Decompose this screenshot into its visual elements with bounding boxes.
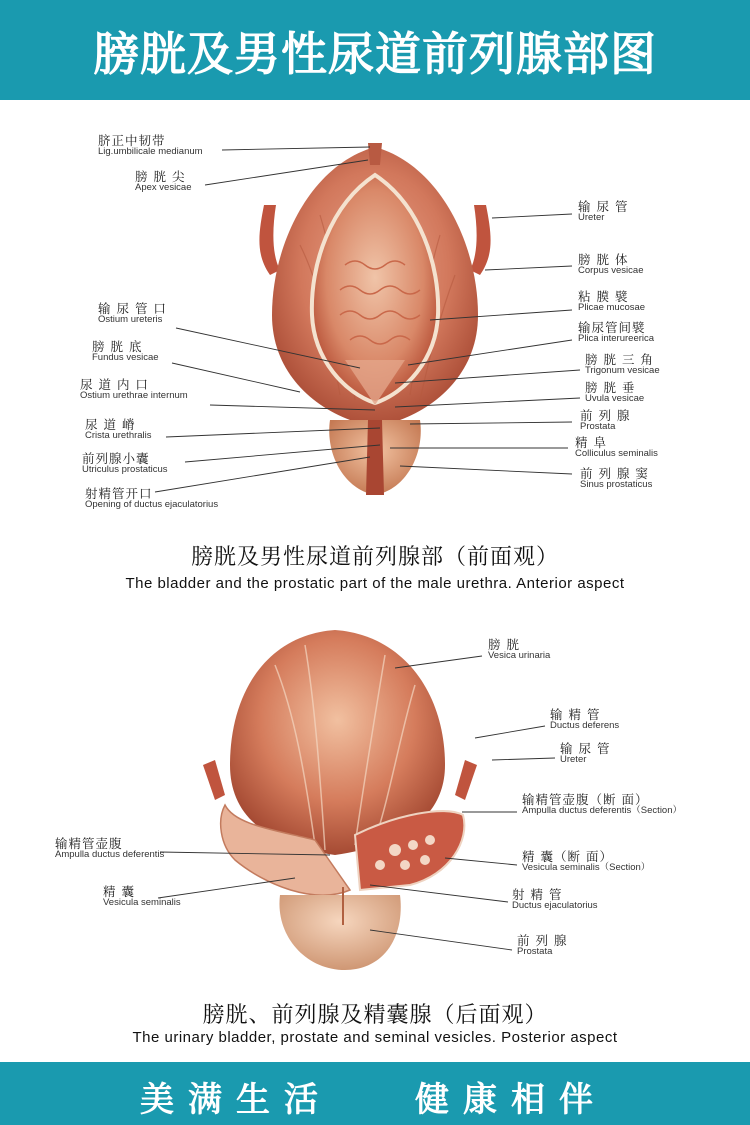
- label-prostata-posterior: 前 列 腺 Prostata: [517, 933, 568, 958]
- label-vesicula-section: 精 囊（断 面） Vesicula seminalis（Section）: [522, 849, 651, 874]
- label-plica-interureterica: 输尿管间襞 Plica interureerica: [578, 320, 655, 345]
- label-uvula-vesicae: 膀 胱 垂 Uvula vesicae: [585, 380, 645, 405]
- footer-slogan-right: 健康相伴: [415, 1080, 607, 1120]
- label-lig-umbilicale: 脐正中韧带 Lig.umbilicale medianum: [98, 133, 203, 158]
- label-ureter-posterior: 输 尿 管 Ureter: [560, 741, 611, 766]
- label-plicae-mucosae: 粘 膜 襞 Plicae mucosae: [578, 289, 646, 314]
- label-ampulla-section: 输精管壶腹（断 面） Ampulla ductus deferentis（Section）: [522, 792, 682, 817]
- posterior-caption-cn: 膀胱、前列腺及精囊腺（后面观）: [202, 1003, 548, 1028]
- label-corpus-vesicae: 膀 胱 体 Corpus vesicae: [578, 252, 644, 277]
- label-ductus-ejaculatorius: 射 精 管 Ductus ejaculatorius: [512, 887, 598, 912]
- anterior-bladder-illustration: [250, 135, 500, 505]
- posterior-bladder-illustration: [195, 625, 485, 975]
- label-vesicula-seminalis: 精 囊 Vesicula seminalis: [103, 884, 181, 909]
- page-title: 膀胱及男性尿道前列腺部图: [93, 27, 657, 81]
- label-colliculus-seminalis: 精 阜 Colliculus seminalis: [575, 435, 658, 460]
- label-crista-urethralis: 尿 道 嵴 Crista urethralis: [85, 417, 152, 442]
- header-banner: [0, 0, 750, 100]
- label-vesica-urinaria: 膀 胱 Vesica urinaria: [488, 637, 551, 662]
- label-utriculus-prostaticus: 前列腺小囊 Utriculus prostaticus: [82, 451, 168, 476]
- label-ostium-urethrae-internum: 尿 道 内 口 Ostium urethrae internum: [80, 377, 188, 402]
- posterior-caption-en: The urinary bladder, prostate and seminal vesicles. Posterior aspect: [132, 1029, 618, 1046]
- label-fundus-vesicae: 膀 胱 底 Fundus vesicae: [92, 339, 159, 364]
- label-opening-ductus-ejaculatorius: 射精管开口 Opening of ductus ejaculatorius: [85, 486, 219, 511]
- label-trigonum-vesicae: 膀 胱 三 角 Trigonum vesicae: [585, 352, 660, 377]
- label-apex-vesicae: 膀 胱 尖 Apex vesicae: [135, 169, 192, 194]
- label-ureter-anterior: 输 尿 管 Ureter: [578, 199, 629, 224]
- footer-banner: [0, 1062, 750, 1125]
- label-prostata-anterior: 前 列 腺 Prostata: [580, 408, 631, 433]
- anterior-caption-cn: 膀胱及男性尿道前列腺部（前面观）: [190, 545, 559, 570]
- anterior-caption-en: The bladder and the prostatic part of the male urethra. Anterior aspect: [125, 575, 625, 592]
- label-sinus-prostaticus: 前 列 腺 窦 Sinus prostaticus: [580, 466, 653, 491]
- label-ampulla-ductus-deferentis: 输精管壶腹 Ampulla ductus deferentis: [55, 836, 165, 861]
- label-ductus-deferens: 输 精 管 Ductus deferens: [550, 707, 620, 732]
- footer-slogan-left: 美满生活: [140, 1080, 332, 1120]
- label-ostium-ureteris: 输 尿 管 口 Ostium ureteris: [98, 301, 167, 326]
